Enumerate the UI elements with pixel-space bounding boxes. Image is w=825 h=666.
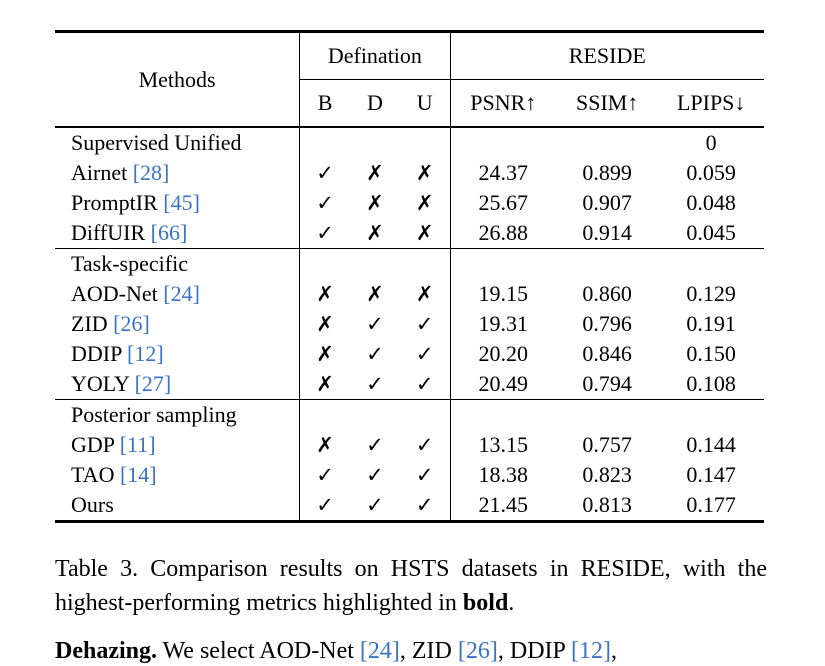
ssim-value: 0.846 — [582, 341, 632, 366]
table-row — [55, 369, 764, 400]
citation-link[interactable]: [27] — [134, 371, 172, 396]
citation-link[interactable]: [14] — [119, 462, 157, 487]
mark-u: ✓ — [400, 309, 450, 339]
citation-link[interactable]: [12] — [570, 638, 611, 664]
mark-u: ✗ — [400, 158, 450, 188]
citation-link[interactable]: [28] — [132, 160, 170, 185]
method-name: PromptIR [45] — [55, 188, 300, 218]
ssim-value: 0.794 — [582, 371, 632, 396]
method-name: GDP [11] — [55, 430, 300, 460]
mark-d: ✓ — [366, 433, 384, 457]
lpips-value: 0.045 — [686, 220, 736, 245]
methods-header: Methods — [55, 32, 300, 128]
citation-link[interactable]: [24] — [359, 638, 400, 664]
ssim-value: 0.813 — [582, 492, 632, 517]
table-row — [55, 158, 764, 188]
mark-d: ✓ — [366, 372, 384, 396]
lpips-value: 0.144 — [686, 432, 736, 457]
ssim-header: SSIM↑ — [575, 90, 639, 115]
table-row — [55, 188, 764, 218]
psnr-header: PSNR↑ — [470, 90, 537, 115]
table-row — [55, 430, 764, 460]
method-name: Ours — [55, 490, 300, 522]
mark-b: ✗ — [316, 312, 334, 336]
mark-d: ✓ — [366, 463, 384, 487]
mark-b: ✓ — [316, 221, 334, 245]
mark-u: ✗ — [400, 279, 450, 309]
lpips-value: 0.177 — [686, 492, 736, 517]
ssim-value: 0.796 — [582, 311, 632, 336]
caption-bold-word: bold — [462, 590, 509, 616]
table-caption: Table 3. Comparison results on HSTS datasets in RESIDE, with the highest-performing metrics highlighted in bold. — [55, 556, 767, 616]
citation-link[interactable]: [11] — [119, 432, 156, 457]
citation-link[interactable]: [66] — [150, 220, 188, 245]
mark-u: ✗ — [400, 188, 450, 218]
ssim-value: 0.860 — [582, 281, 632, 306]
psnr-value: 19.15 — [478, 281, 529, 306]
mark-b: ✗ — [316, 342, 334, 366]
lpips-value: 0.048 — [686, 190, 736, 215]
mark-b: ✗ — [316, 282, 334, 306]
mark-d: ✓ — [366, 342, 384, 366]
mark-u: ✓ — [400, 430, 450, 460]
mark-u: ✓ — [400, 369, 450, 400]
ssim-value: 0.899 — [582, 160, 632, 185]
mark-d: ✓ — [366, 493, 384, 517]
method-name: Airnet [28] — [55, 158, 300, 188]
mark-u: ✓ — [400, 339, 450, 369]
mark-u: ✗ — [400, 218, 450, 249]
ssim-value: 0.757 — [582, 432, 632, 457]
table-row — [55, 339, 764, 369]
section-title: Posterior sampling — [55, 400, 300, 431]
lpips-value: 0.129 — [686, 281, 736, 306]
col-d-header: D — [366, 90, 383, 115]
lpips-value: 0.059 — [686, 160, 736, 185]
mark-b: ✗ — [316, 433, 334, 457]
psnr-value-best: 21.45 — [478, 492, 529, 517]
section-task-specific — [55, 249, 764, 400]
citation-link[interactable]: [26] — [113, 311, 150, 336]
citation-link[interactable]: [24] — [163, 281, 200, 306]
ssim-value-best: 0.823 — [582, 462, 632, 487]
table-row — [55, 309, 764, 339]
table-row — [55, 218, 764, 249]
mark-b: ✓ — [316, 161, 334, 185]
table-row — [55, 460, 764, 490]
psnr-value: 19.31 — [478, 311, 529, 336]
psnr-value: 24.37 — [478, 160, 529, 185]
section-posterior-sampling — [55, 400, 764, 522]
psnr-value: 26.88 — [478, 220, 529, 245]
citation-link[interactable]: [45] — [163, 190, 200, 215]
citation-link[interactable]: [26] — [457, 638, 498, 664]
method-name: DDIP [12] — [55, 339, 300, 369]
mark-b: ✓ — [316, 463, 334, 487]
ssim-value: 0.907 — [582, 190, 632, 215]
section-supervised-unified — [55, 127, 764, 249]
ssim-value: 0.914 — [582, 220, 632, 245]
section-extra-value: 0 — [705, 130, 717, 155]
mark-d: ✓ — [366, 312, 384, 336]
psnr-value: 25.67 — [478, 190, 529, 215]
table-row — [55, 490, 764, 522]
lpips-value: 0.150 — [686, 341, 736, 366]
mark-d: ✗ — [366, 161, 384, 185]
mark-d: ✗ — [366, 221, 384, 245]
psnr-value: 18.38 — [478, 462, 529, 487]
psnr-value: 20.49 — [478, 371, 529, 396]
method-name: ZID [26] — [55, 309, 300, 339]
mark-d: ✗ — [366, 191, 384, 215]
table-row — [55, 279, 764, 309]
psnr-value: 20.20 — [478, 341, 529, 366]
col-u-header: U — [400, 80, 450, 128]
section-title: Supervised Unified — [55, 127, 300, 158]
lpips-value: 0.191 — [686, 311, 736, 336]
method-name: TAO [14] — [55, 460, 300, 490]
reside-header: RESIDE — [450, 32, 764, 80]
psnr-value: 13.15 — [478, 432, 529, 457]
defination-header: Defination — [300, 32, 450, 80]
lpips-value: 0.108 — [686, 371, 736, 396]
lpips-value-best: 0.147 — [686, 462, 736, 487]
method-name: DiffUIR [66] — [55, 218, 300, 249]
method-name: YOLY [27] — [55, 369, 300, 400]
mark-b: ✗ — [316, 372, 334, 396]
mark-b: ✓ — [316, 493, 334, 517]
method-name: AOD-Net [24] — [55, 279, 300, 309]
table-header — [55, 32, 764, 128]
mark-b: ✓ — [316, 191, 334, 215]
mark-d: ✗ — [366, 282, 384, 306]
citation-link[interactable]: [12] — [127, 341, 164, 366]
mark-u: ✓ — [400, 490, 450, 522]
col-b-header: B — [317, 90, 333, 115]
comparison-table — [55, 30, 764, 523]
paragraph-heading: Dehazing. — [55, 638, 157, 664]
body-text-line: Dehazing. We select AOD-Net [24], ZID [26], DDIP [12], — [55, 638, 617, 664]
section-title: Task-specific — [55, 249, 300, 280]
mark-u: ✓ — [400, 460, 450, 490]
lpips-header: LPIPS↓ — [676, 90, 746, 115]
